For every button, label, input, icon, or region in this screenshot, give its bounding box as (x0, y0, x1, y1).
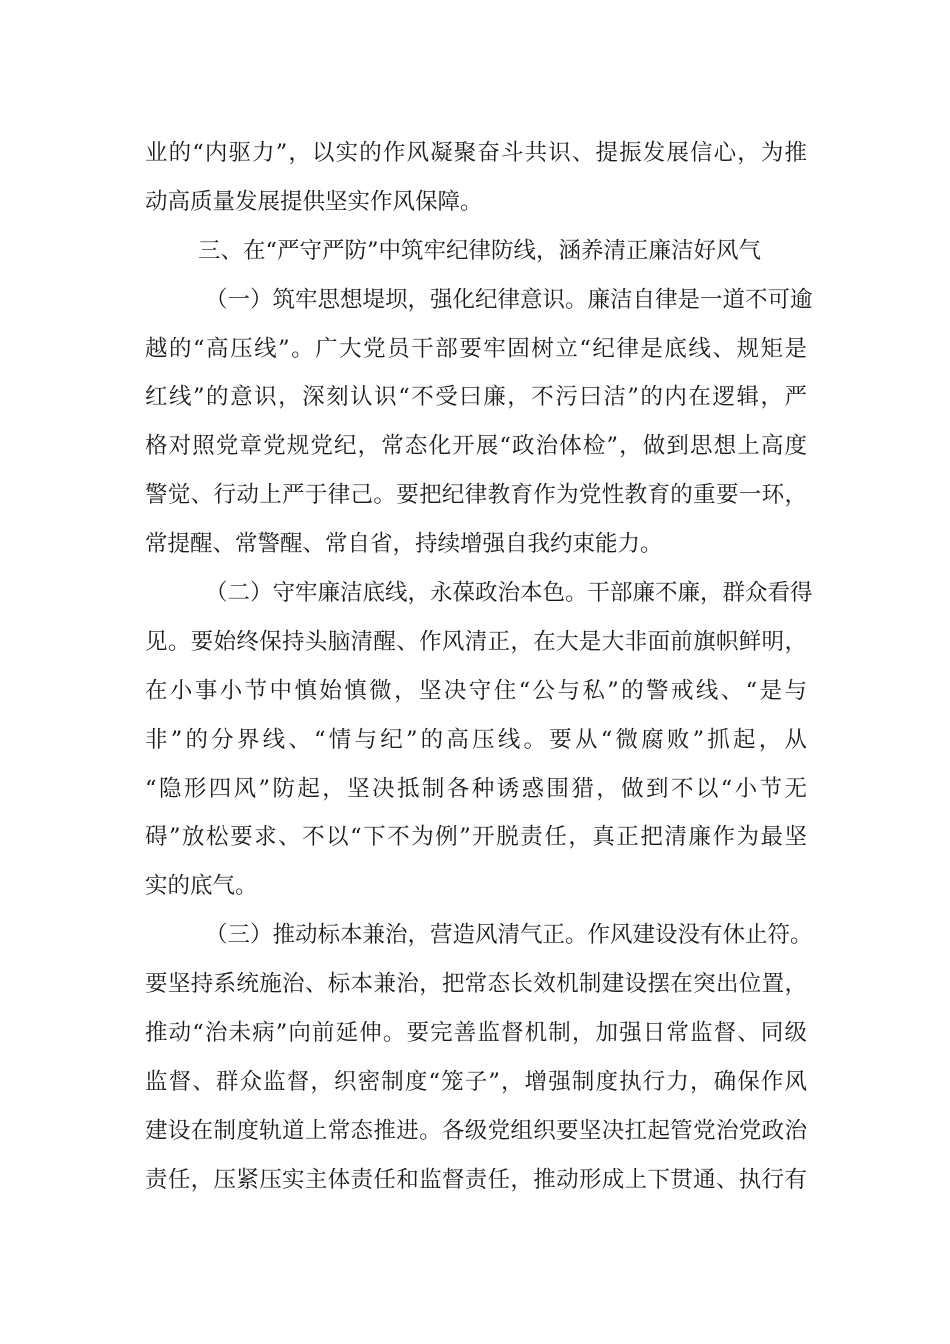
text-line: 警觉、行动上严于律己。要把纪律教育作为党性教育的重要一环， (145, 482, 807, 509)
text-line: 格对照党章党规党纪，常态化开展“政治体检”，做到思想上高度 (145, 433, 807, 460)
paragraph-start-line: （三）推动标本兼治，营造风清气正。作风建设没有休止符。 (205, 922, 813, 949)
text-line: 业的“内驱力”，以实的作风凝聚奋斗共识、提振发展信心，为推 (145, 140, 807, 166)
text-line: 红线”的意识，深刻认识“不受曰廉，不污曰洁”的内在逻辑，严 (145, 384, 807, 411)
document-body (145, 129, 813, 1205)
text-line: 见。要始终保持头脑清醒、作风清正，在大是大非面前旗帜鲜明， (145, 628, 807, 655)
text-line: 非”的分界线、“情与纪”的高压线。要从“微腐败”抓起，从 (145, 726, 807, 753)
section-heading: 三、在“严守严防”中筑牢纪律防线，涵养清正廉洁好风气 (198, 237, 762, 264)
text-line: 实的底气。 (145, 873, 258, 900)
paragraph-start-line: （二）守牢廉洁底线，永葆政治本色。干部廉不廉，群众看得 (205, 580, 813, 607)
text-line: 常提醒、常警醒、常自省，持续增强自我约束能力。 (145, 531, 663, 558)
text-line: “隐形四风”防起，坚决抵制各种诱惑围猎，做到不以“小节无 (145, 775, 807, 802)
text-line: 越的“高压线”。广大党员干部要牢固树立“纪律是底线、规矩是 (145, 335, 807, 362)
text-line: 要坚持系统施治、标本兼治，把常态长效机制建设摆在突出位置， (145, 971, 807, 998)
paragraph-start-line: （一）筑牢思想堤坝，强化纪律意识。廉洁自律是一道不可逾 (205, 286, 813, 313)
text-line: 责任，压紧压实主体责任和监督责任，推动形成上下贯通、执行有 (145, 1166, 807, 1193)
text-line: 建设在制度轨道上常态推进。各级党组织要坚决扛起管党治党政治 (145, 1117, 807, 1144)
text-line: 动高质量发展提供坚实作风保障。 (145, 188, 483, 215)
text-line: 在小事小节中慎始慎微，坚决守住“公与私”的警戒线、“是与 (145, 677, 807, 704)
text-line: 推动“治未病”向前延伸。要完善监督机制，加强日常监督、同级 (145, 1020, 807, 1047)
text-line: 碍”放松要求、不以“下不为例”开脱责任，真正把清廉作为最坚 (145, 824, 807, 851)
text-line: 监督、群众监督，织密制度“笼子”，增强制度执行力，确保作风 (145, 1068, 807, 1095)
